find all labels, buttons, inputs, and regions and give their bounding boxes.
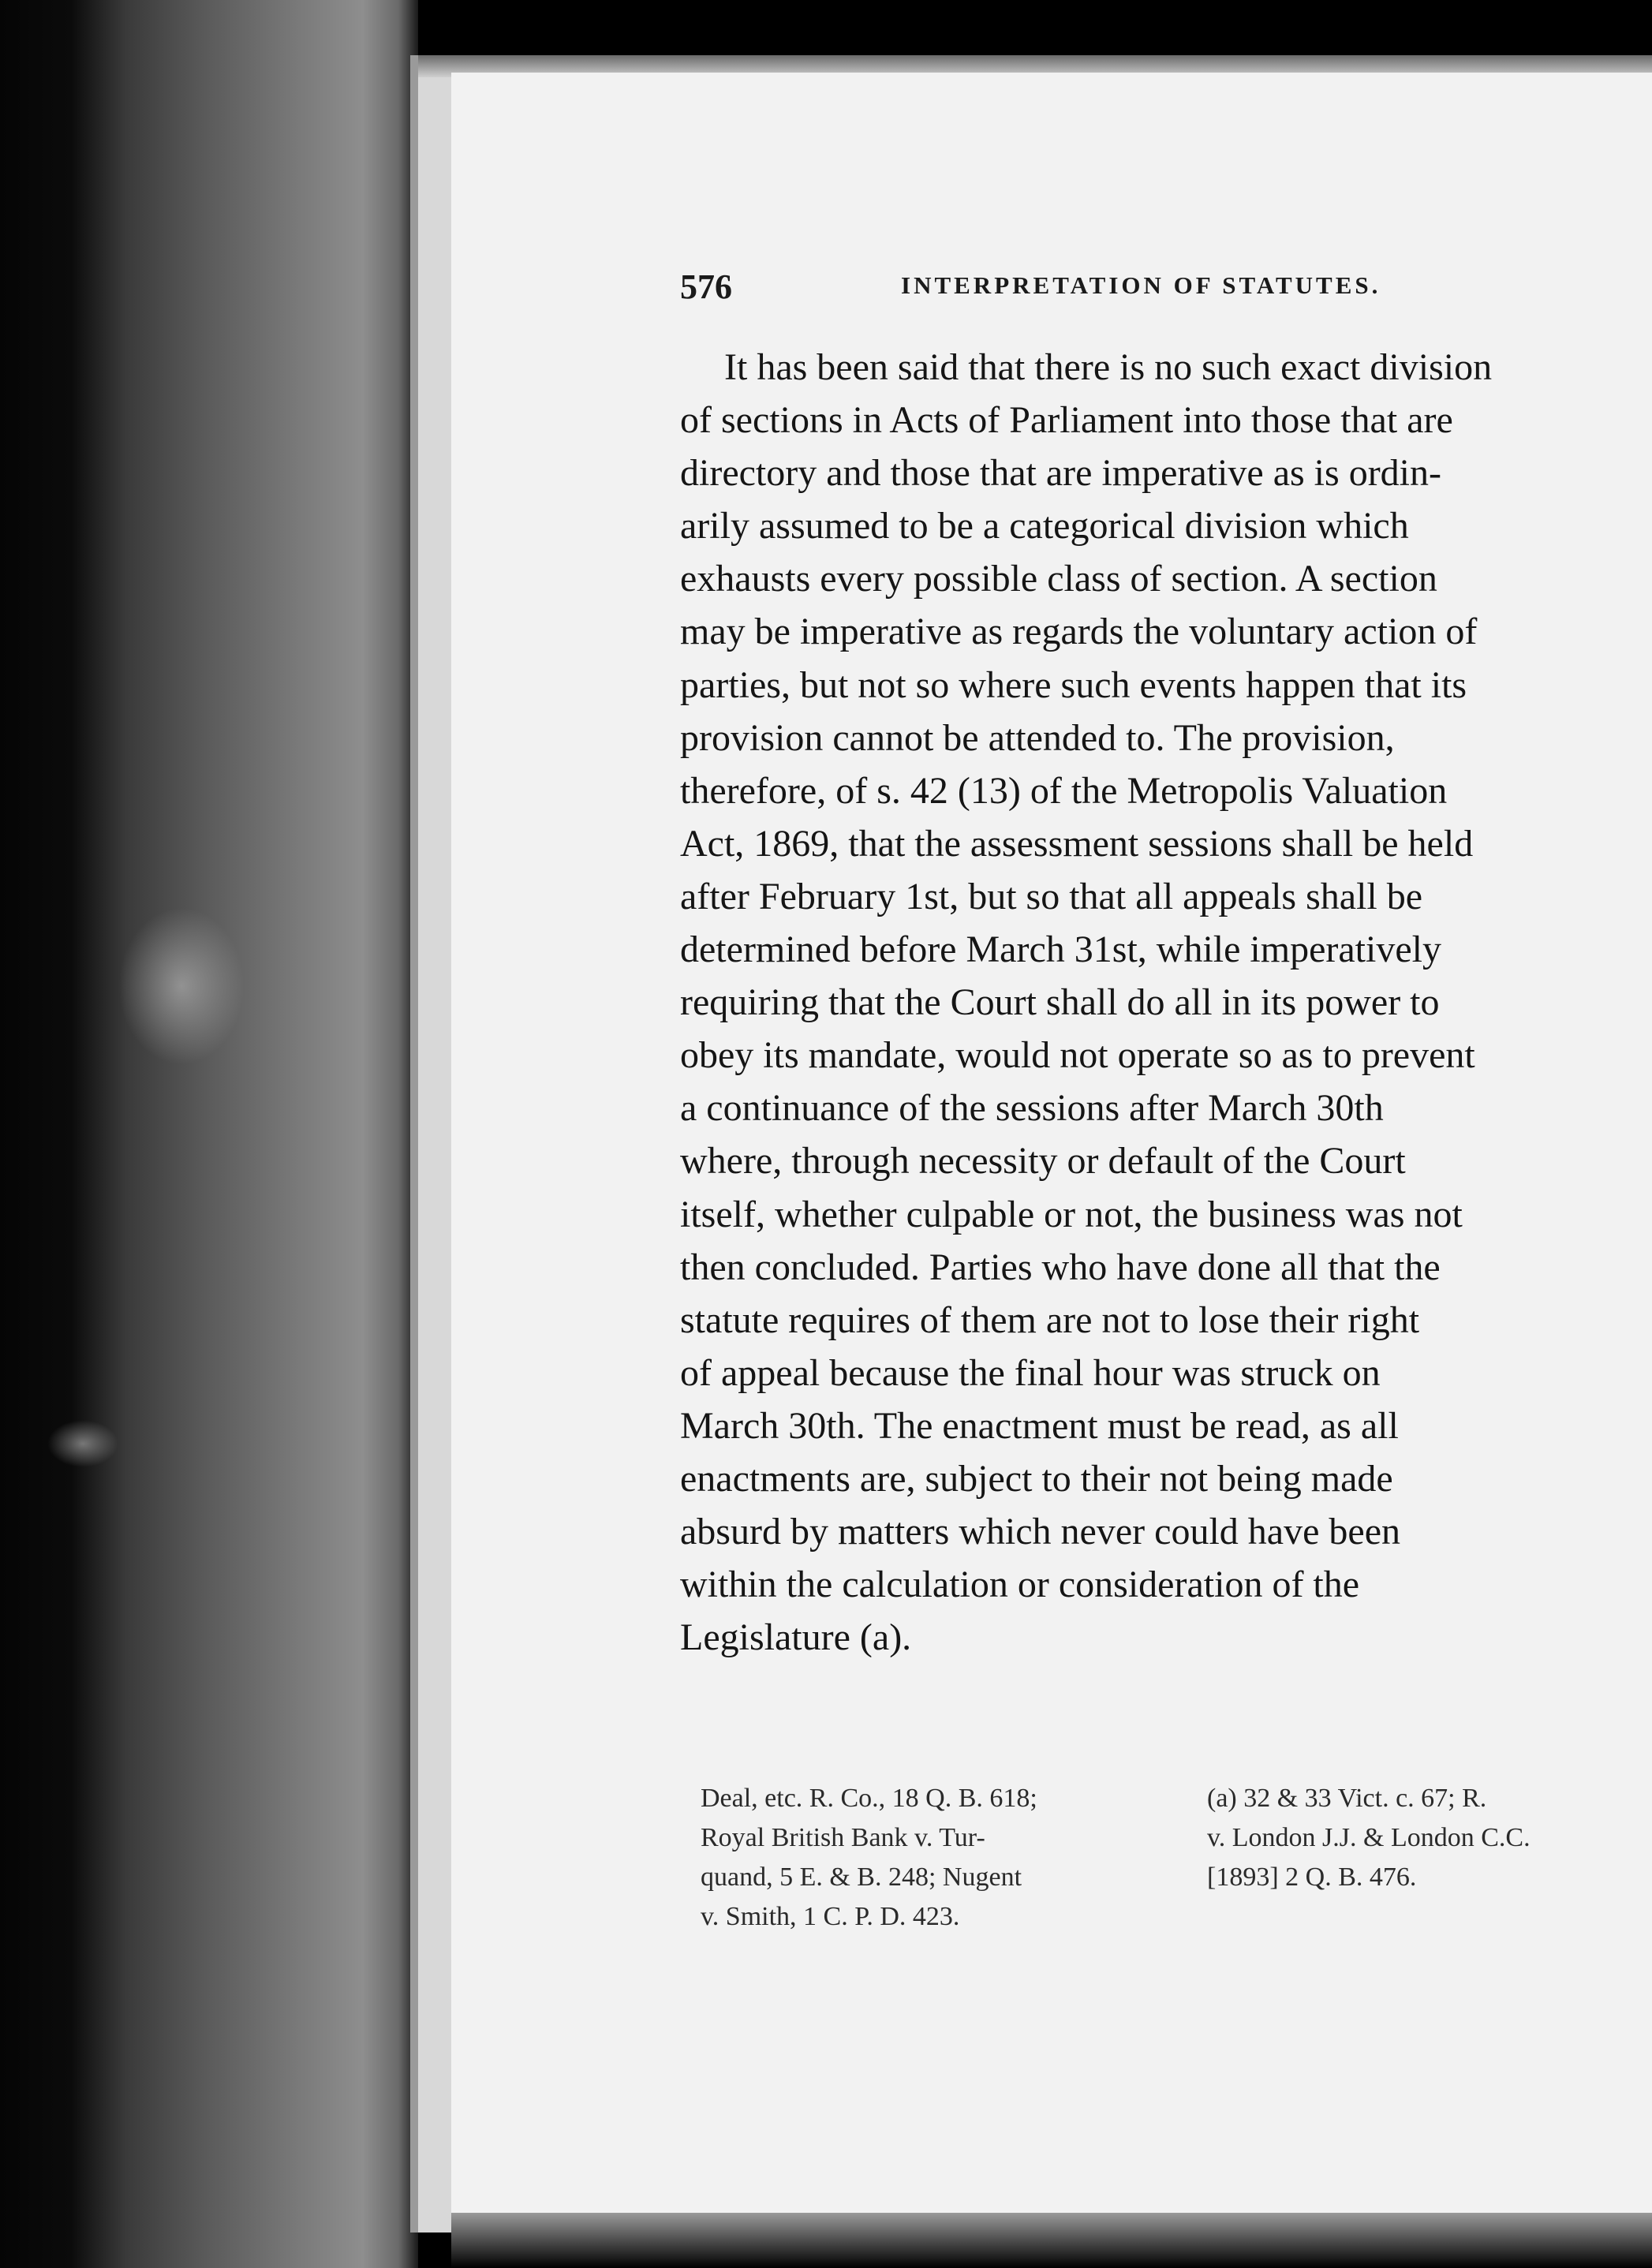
page-number: 576 — [680, 267, 732, 306]
text-line: then concluded. Parties who have done all that the — [680, 1246, 1441, 1288]
text-line: of appeal because the final hour was struck on — [680, 1351, 1381, 1394]
scan-margin — [0, 0, 418, 2268]
footnote-line: v. London J.J. & London C.C. — [1207, 1823, 1531, 1852]
footnote-line: [1893] 2 Q. B. 476. — [1207, 1863, 1417, 1892]
text-line: of sections in Acts of Parliament into those that are — [680, 399, 1453, 442]
text-line: therefore, of s. 42 (13) of the Metropolis Valuation — [680, 769, 1448, 812]
footnote-line: quand, 5 E. & B. 248; Nugent — [701, 1863, 1022, 1892]
text-line: March 30th. The enactment must be read, as all — [680, 1404, 1399, 1447]
text-line: absurd by matters which never could have been — [680, 1511, 1401, 1553]
running-head — [680, 267, 1652, 314]
footnote-line: Royal British Bank v. Tur- — [701, 1823, 985, 1852]
text-line: exhausts every possible class of section. A section — [680, 558, 1437, 600]
footnote-line: (a) 32 & 33 Vict. c. 67; R. — [1207, 1784, 1487, 1813]
text-line: where, through necessity or default of the Court — [680, 1140, 1406, 1183]
text-line: statute requires of them are not to lose their right — [680, 1298, 1420, 1341]
text-line: may be imperative as regards the voluntary action of — [680, 611, 1478, 653]
text-line: provision cannot be attended to. The provision, — [680, 716, 1395, 759]
scan-smudge — [118, 907, 245, 1065]
footnote-line: Deal, etc. R. Co., 18 Q. B. 618; — [701, 1784, 1037, 1813]
text-line: determined before March 31st, while imperatively — [680, 928, 1441, 971]
scan-smudge — [47, 1420, 118, 1467]
body-paragraph — [680, 341, 1652, 1664]
text-line: Legislature (a). — [680, 1616, 912, 1659]
text-line: obey its mandate, would not operate so as to prevent — [680, 1034, 1475, 1077]
text-line: within the calculation or consideration of the — [680, 1564, 1360, 1606]
text-line: itself, whether culpable or not, the business was not — [680, 1193, 1463, 1235]
text-line: directory and those that are imperative as is ordin- — [680, 452, 1441, 495]
footnote-column-right — [1207, 1779, 1652, 1897]
text-line: It has been said that there is no such exact division — [724, 346, 1493, 388]
footnote-line: v. Smith, 1 C. P. D. 423. — [701, 1902, 960, 1931]
text-line: Act, 1869, that the assessment sessions shall be held — [680, 822, 1474, 865]
text-line: parties, but not so where such events happen that its — [680, 663, 1467, 706]
footnote-column-left — [701, 1779, 1174, 1937]
text-line: after February 1st, but so that all appeals shall be — [680, 875, 1423, 917]
text-line: a continuance of the sessions after March 30th — [680, 1087, 1384, 1130]
footnotes — [701, 1779, 1652, 1984]
text-line: enactments are, subject to their not being made — [680, 1457, 1393, 1500]
text-line: arily assumed to be a categorical division which — [680, 505, 1409, 547]
text-line: requiring that the Court shall do all in its power to — [680, 981, 1440, 1024]
page-bottom-shadow — [451, 2213, 1652, 2268]
page-heading: INTERPRETATION OF STATUTES. — [901, 271, 1381, 299]
